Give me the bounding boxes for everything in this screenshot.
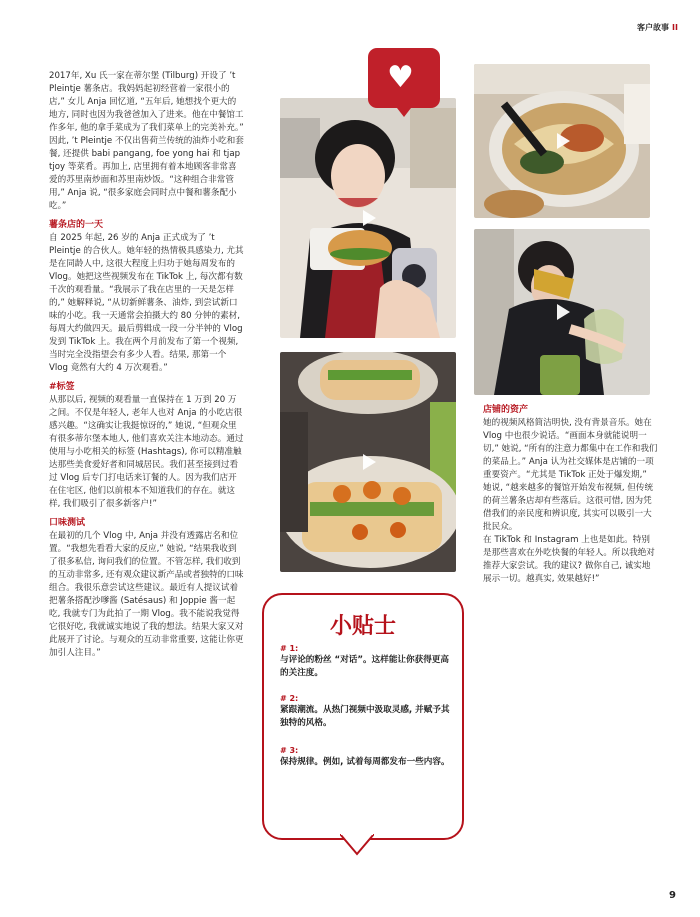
section-heading: 薯条店的一天 <box>49 220 104 230</box>
play-icon[interactable] <box>363 454 376 470</box>
tip-item <box>280 693 452 730</box>
section-body-continued: 在 TikTok 和 Instagram 上也是如此。特别是那些喜欢在外吃快餐的年轻人。所以我绝对推荐大家尝试。我的建议? 做你自己, 诚实地展示一切。越真实, 效果越好!” <box>483 535 655 584</box>
tip-text: 紧跟潮流。从热门视频中汲取灵感, 并赋予其独特的风格。 <box>280 705 450 728</box>
like-badge <box>368 48 440 108</box>
play-icon[interactable] <box>557 133 570 149</box>
intro-paragraph: 2017年, Xu 氏一家在蒂尔堡 (Tilburg) 开设了 ’t Pleintje 薯条店。我妈妈起初经营着一家很小的店,” 女儿 Anja 回忆道, “五年后, 她想找个更大的地方, 同时也因为我爸爸加入了进来。他在中餐馆工作多年, 他的拿手菜成为了我们菜单上的完美补充。” 因此, ’t Pleintje 不仅出售荷兰传统的油炸小吃和套餐, 还提供 babi pangang, foe yong hai 和 tjap tjoy 等菜肴。再加上, 店里拥有着本地顾客非常喜爱的苏里南炒面和苏里南炒饭。“这种组合非常管用,” Anja 说, “很多家庭会同时点中餐和薯条配小吃。” <box>49 71 244 211</box>
photo-sandwiches <box>280 352 456 572</box>
tip-number: # 1: <box>280 644 299 653</box>
photo-matcha-drink <box>474 229 650 395</box>
section-heading: 口味测试 <box>49 518 86 528</box>
left-article-column <box>49 70 244 660</box>
section-label: 客户故事 <box>637 23 670 32</box>
play-icon[interactable] <box>557 304 570 320</box>
tip-text: 与评论的粉丝 “对话”。这样能让你获得更高的关注度。 <box>280 655 449 678</box>
section-body: 在最初的几个 Vlog 中, Anja 并没有透露店名和位置。“我想先看看大家的反应,” 她说, “结果我收到了很多私信, 询问我们的位置。不管怎样, 我们收到的互动非常多, 还有观众建议新产品或者独特的口味组合。我很乐意尝试这些建议。最近有人提议试着把薯条搭配沙嗲酱 (Satésaus) 和 Joppie 酱一起吃, 我就专门为此拍了一期 Vlog。我不能说我觉得它很好吃, 我就诚实地说了我的想法。结果大家又对此展开了讨论。与观众的互动非常重要, 这能让你更加引人注目。” <box>49 531 244 658</box>
heart-icon: ♥ <box>387 60 414 95</box>
tip-item <box>280 745 452 769</box>
section-heading: 店铺的资产 <box>483 405 529 415</box>
photo-anja-burger <box>280 98 456 338</box>
tips-title: 小贴士 <box>329 614 396 639</box>
play-icon[interactable] <box>363 210 376 226</box>
tip-number: # 2: <box>280 694 299 703</box>
right-article-column <box>483 404 658 586</box>
section-marker: II <box>672 23 678 32</box>
photo-noodle-bowl <box>474 64 650 218</box>
tip-number: # 3: <box>280 746 299 755</box>
section-body: 从那以后, 视频的观看量一直保持在 1 万到 20 万之间。不仅是年轻人, 老年人也对 Anja 的小吃店很感兴趣。“这确实让我挺惊讶的,” 她说, “但观众里有很多蒂尔堡本地人, 他们喜欢关注本地动态。通过使用与小吃相关的标签 (Hashtags), 你可以精准触达那些美食爱好者和同城居民。我们甚至接到过看过 Vlog 后专门打电话来订餐的人。因为我们店开在住宅区, 他们以前根本不知道我们的存在。就这样, 我们吸引了很多新客户!” <box>49 395 244 509</box>
page-number: 9 <box>669 890 676 901</box>
speech-bubble-tail <box>340 834 374 868</box>
tips-box <box>262 593 464 840</box>
section-heading: #标签 <box>49 382 75 392</box>
section-body: 自 2025 年起, 26 岁的 Anja 正式成为了 ’t Pleintje 的合伙人。她年轻的热情极具感染力, 尤其是在同龄人中, 这很大程度上归功于她每周发布的 Vlog。她把这些视频发布在 TikTok 上, 每次都有数千次的观看量。“我展示了我在店里的一天是怎样的,” 她解释说, “从切新鲜薯条、油炸, 到尝试新口味的小吃。我一天通常会拍摄大约 80 分钟的素材, 每周大约做四天。最后剪辑成一段一分半钟的 Vlog 发到 TikTok 上。我在两个月前发布了第一个视频, 当时完全没指望会有多少人看。结果, 那第一个 Vlog 竟然有大约 4 万次观看。” <box>49 233 244 373</box>
page-header <box>637 22 678 33</box>
section-body: 她的视频风格简洁明快, 没有背景音乐。她在 Vlog 中也很少说话。“画面本身就能说明一切,” 她说, “所有的注意力都集中在工作和我们的菜品上。” Anja 认为社交媒体是店铺的一项重要资产。“尤其是 TikTok 正处于爆发期,” 她说, “越来越多的餐馆开始发布视频, 但传统的荷兰薯条店却有些落后。这很可惜, 因为凭借我们的亲民度和辨识度, 其实可以吸引一大批民众。 <box>483 418 658 532</box>
tip-item <box>280 643 452 680</box>
tip-text: 保持规律。例如, 试着每周都发布一些内容。 <box>280 757 450 767</box>
